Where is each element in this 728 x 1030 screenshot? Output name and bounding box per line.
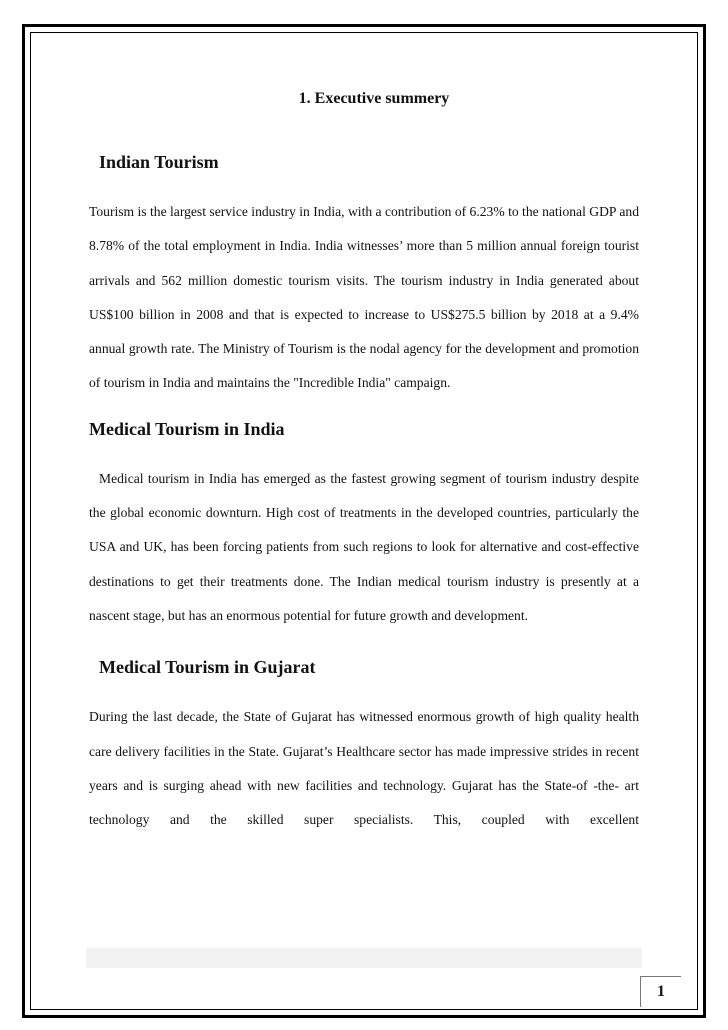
section-paragraph: During the last decade, the State of Gujarat has witnessed enormous growth of high quality health care delivery facilities in the State. Gujarat’s Healthcare sector has made impressive strides in recent years and is surging ahead with new facilities and technology. Gujarat has the State-of -the- art technology and the skilled super specialists. This, coupled with excellent (89, 709, 639, 828)
section-indian-tourism (89, 152, 639, 401)
page-number: 1 (640, 976, 681, 1007)
footer-band (86, 948, 642, 968)
section-medical-tourism-gujarat (89, 657, 639, 837)
section-heading: Medical Tourism in Gujarat (99, 657, 316, 678)
section-medical-tourism-india (89, 419, 639, 633)
section-paragraph: Medical tourism in India has emerged as the fastest growing segment of tourism industry despite the global economic downturn. High cost of treatments in the developed countries, particularly the USA and UK, has been forcing patients from such regions to look for alternative and cost-effective destinations to get their treatments done. The Indian medical tourism industry is presently at a nascent stage, but has an enormous potential for future growth and development. (89, 470, 639, 623)
section-paragraph: Tourism is the largest service industry in India, with a contribution of 6.23% to the national GDP and 8.78% of the total employment in India. India witnesses’ more than 5 million annual foreign tourist arrivals and 562 million domestic tourism visits. The tourism industry in India generated about US$100 billion in 2008 and that is expected to increase to US$275.5 billion by 2018 at a 9.4% annual growth rate. The Ministry of Tourism is the nodal agency for the development and promotion of tourism in India and maintains the "Incredible India" campaign. (89, 204, 639, 391)
document-title: 1. Executive summery (298, 90, 450, 107)
section-heading: Indian Tourism (99, 152, 219, 172)
section-heading: Medical Tourism in India (89, 418, 285, 439)
document-body (89, 90, 639, 837)
